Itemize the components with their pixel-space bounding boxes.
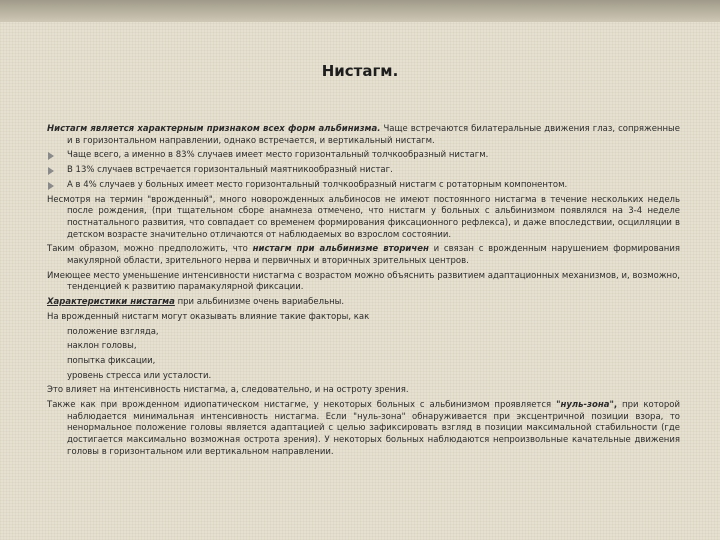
- conclusion-emphasis: нистагм при альбинизме вторичен: [252, 244, 429, 255]
- bullet-item: [47, 165, 680, 177]
- null-zone-text-b: при которой наблюдается минимальная интенсивность нистагма. Если "нуль-зона" обнаруживается при эксцентричной позиции взора, то ненормальное положение головы является адаптацией с целью зафиксировать взгляд в позиции максимальной стабильности (где достигается максимально возможная острота зрения). У некоторых больных наблюдаются непроизвольные качательные движения головы в горизонтальном или вертикальном направлении.: [67, 400, 680, 457]
- intro-emphasis: Нистагм является характерным признаком всех форм альбинизма.: [47, 124, 381, 134]
- top-band: [0, 0, 720, 22]
- paragraph-characteristics: [47, 297, 680, 309]
- paragraph-age: Имеющее место уменьшение интенсивности нистагма с возрастом можно объяснить развитием адаптационных механизмов, и, возможно, тенденцией к развитию парамакулярной фиксации.: [47, 270, 680, 293]
- null-zone-text-a: Также как при врожденном идиопатическом нистагме, у некоторых больных с альбинизмом проявляется: [47, 400, 557, 411]
- bullet-text: А в 4% случаев у больных имеет место горизонтальный толчкообразный нистагм с ротаторным компонентом.: [67, 179, 568, 190]
- triangle-bullet-icon: [48, 182, 54, 190]
- triangle-bullet-icon: [48, 167, 54, 175]
- paragraph-acuity: Это влияет на интенсивность нистагма, а, следовательно, и на остроту зрения.: [47, 385, 409, 396]
- bullet-text: В 13% случаев встречается горизонтальный маятникообразный нистаг.: [67, 165, 393, 176]
- slide-content: [47, 124, 680, 462]
- intro-text: Чаще встречаются билатеральные движения глаз, сопряженные и в горизонтальном направлении, однако встречается, и вертикальный нистагм.: [67, 124, 680, 146]
- paragraph-newborn: Несмотря на термин "врожденный", много новорожденных альбиносов не имеют постоянного нистагма в течение нескольких недель после рождения, (при тщательном сборе анамнеза отмечено, что нистагм у больных с альбинизмом появлялся на 3-4 неделе постнатального развития, что совпадает со временем формирования фиксационного рефлекса), и даже впоследствии, осцилляции в детском возрасте значительно отличаются от наблюдаемых во взрослом состоянии.: [47, 194, 680, 240]
- null-zone-emphasis: нуль-зона: [560, 400, 610, 411]
- factor-item: наклон головы,: [67, 341, 137, 352]
- bullet-text: Чаще всего, а именно в 83% случаев имеет место горизонтальный толчкообразный нистагм.: [67, 150, 489, 161]
- conclusion-text-b: и связан с врожденным нарушением формирования макулярной области, зрительного нерва и первичных и вторичных зрительных центров.: [67, 244, 680, 267]
- factor-item: попытка фиксации,: [67, 355, 156, 366]
- null-zone-quote-open: ": [556, 400, 561, 411]
- null-zone-quote-close: ",: [609, 400, 618, 411]
- slide-title: Нистагм.: [321, 62, 399, 80]
- paragraph-conclusion: [47, 244, 680, 267]
- factor-item: уровень стресса или усталости.: [67, 370, 212, 381]
- paragraph-factors: На врожденный нистагм могут оказывать влияние такие факторы, как: [47, 311, 370, 322]
- triangle-bullet-icon: [48, 152, 54, 160]
- bullet-item: [47, 180, 680, 192]
- conclusion-text-a: Таким образом, можно предположить, что: [47, 244, 253, 255]
- factor-item: положение взгляда,: [67, 326, 159, 337]
- paragraph-null-zone: [47, 400, 680, 459]
- characteristics-heading: Характеристики нистагма: [47, 297, 175, 308]
- paragraph-intro: [47, 124, 680, 147]
- bullet-item: [47, 150, 680, 162]
- characteristics-text: при альбинизме очень вариабельны.: [174, 297, 345, 308]
